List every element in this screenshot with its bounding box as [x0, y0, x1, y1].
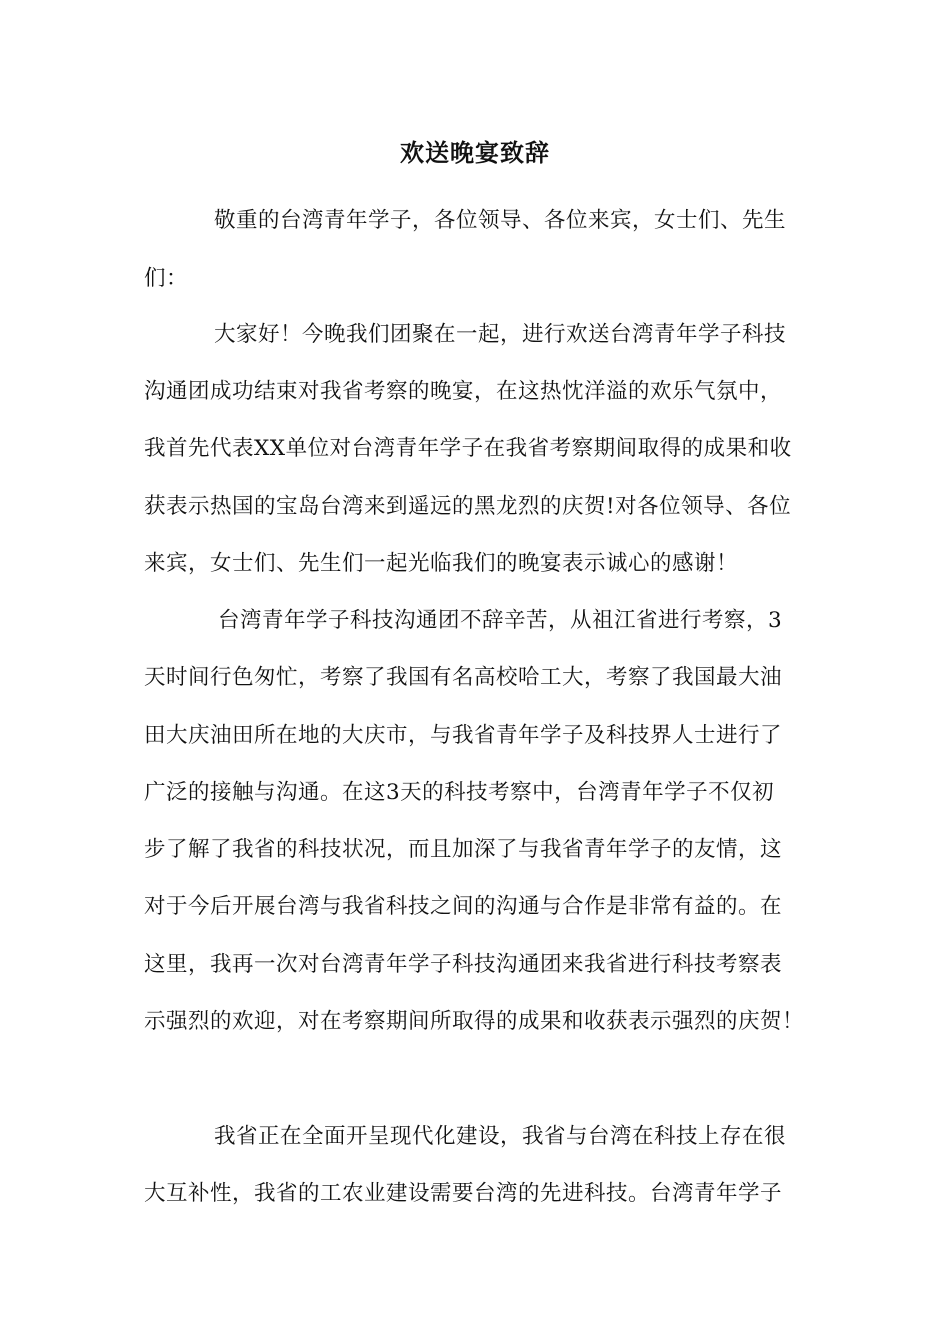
text-line: 台湾青年学子科技沟通团不辞辛苦，从祖江省进行考察，3	[218, 608, 783, 633]
text-line: 天时间行色匆忙，考察了我国有名高校哈工大，考察了我国最大油	[144, 665, 783, 690]
text-line: 示强烈的欢迎，对在考察期间所取得的成果和收获表示强烈的庆贺！	[144, 1009, 805, 1034]
text-line: 田大庆油田所在地的大庆市，与我省青年学子及科技界人士进行了	[144, 723, 783, 748]
text-line: 敬重的台湾青年学子，各位领导、各位来宾，女士们、先生	[214, 208, 787, 233]
text-line: 沟通团成功结束对我省考察的晚宴，在这热忱洋溢的欢乐气氛中，	[144, 379, 783, 404]
document-title: 欢送晚宴致辞	[400, 138, 550, 167]
text-line: 广泛的接触与沟通。在这3天的科技考察中，台湾青年学子不仅初	[144, 780, 775, 805]
text-line: 来宾，女士们、先生们一起光临我们的晚宴表示诚心的感谢！	[144, 551, 739, 576]
text-line: 对于今后开展台湾与我省科技之间的沟通与合作是非常有益的。在	[144, 894, 783, 919]
text-line: 这里，我再一次对台湾青年学子科技沟通团来我省进行科技考察表	[144, 952, 783, 977]
text-line: 们：	[144, 266, 189, 291]
text-line: 大家好！今晚我们团聚在一起，进行欢送台湾青年学子科技	[214, 322, 787, 347]
text-line: 获表示热国的宝岛台湾来到遥远的黑龙烈的庆贺!对各位领导、各位	[144, 494, 792, 519]
text-line: 我首先代表XX单位对台湾青年学子在我省考察期间取得的成果和收	[144, 436, 792, 461]
text-line: 步了解了我省的科技状况，而且加深了与我省青年学子的友情，这	[144, 837, 783, 862]
text-line: 大互补性，我省的工农业建设需要台湾的先进科技。台湾青年学子	[144, 1181, 783, 1206]
text-line: 我省正在全面开呈现代化建设，我省与台湾在科技上存在很	[214, 1124, 787, 1149]
